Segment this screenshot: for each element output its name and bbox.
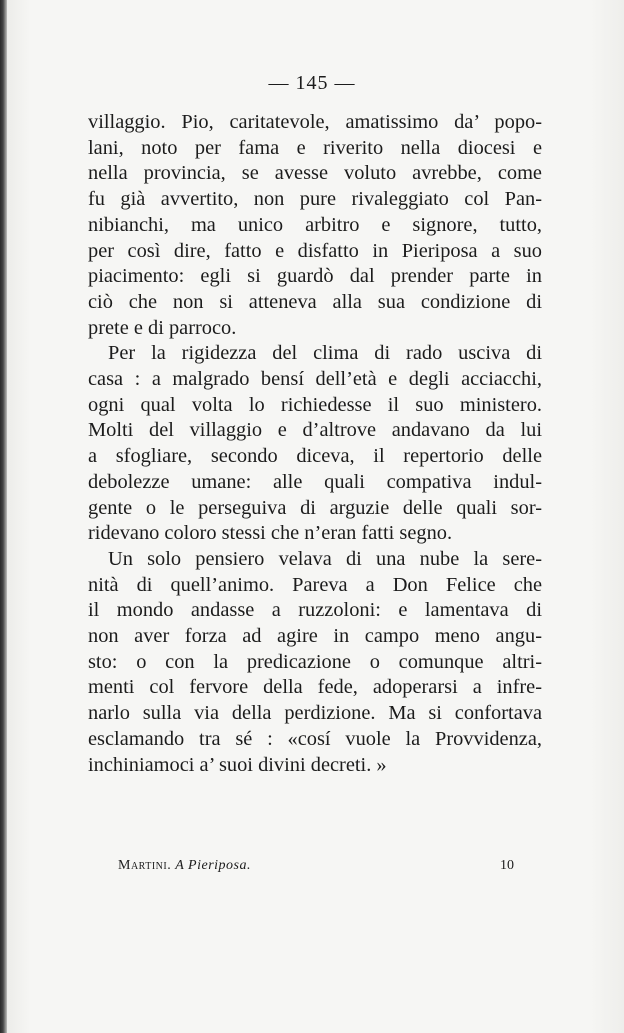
text-line: sto: o con la predicazione o comunque altri- bbox=[88, 650, 542, 673]
text-line: nella provincia, se avesse voluto avrebbe, come bbox=[88, 162, 542, 185]
text-line: debolezze umane: alle quali compativa indul- bbox=[88, 470, 542, 493]
text-line: nibianchi, ma unico arbitro e signore, tutto, bbox=[88, 213, 542, 236]
text-line: non aver forza ad agire in campo meno angu- bbox=[88, 625, 542, 648]
paragraph-end-line: inchiniamoci a’ suoi divini decreti. » bbox=[88, 753, 387, 776]
text-line: menti col fervore della fede, adoperarsi a infre- bbox=[88, 676, 542, 699]
text-line: esclamando tra sé : «cosí vuole la Provvidenza, bbox=[88, 727, 542, 750]
footer-author: Martini. bbox=[118, 858, 172, 873]
text-line: nità di quell’animo. Pareva a Don Felice che bbox=[88, 573, 542, 596]
text-line: fu già avvertito, non pure rivaleggiato col Pan- bbox=[88, 188, 542, 211]
paragraph-end-line: ridevano coloro stessi che n’eran fatti segno. bbox=[88, 522, 453, 545]
signature-mark: 10 bbox=[500, 858, 514, 873]
text-line: a sfogliare, secondo diceva, il repertorio delle bbox=[88, 445, 542, 468]
paragraph-start-line: Per la rigidezza del clima di rado usciva di bbox=[108, 342, 542, 365]
text-line: Molti del villaggio e d’altrove andavano da lui bbox=[88, 419, 542, 442]
body-text bbox=[88, 110, 542, 778]
text-line: ciò che non si atteneva alla sua condizione di bbox=[88, 290, 542, 313]
paragraph-start-line: Un solo pensiero velava di una nube la sere- bbox=[108, 547, 542, 570]
running-footer bbox=[118, 858, 251, 874]
paragraph-end-line: prete e di parroco. bbox=[88, 316, 237, 339]
footer-title: A Pieriposa. bbox=[175, 858, 251, 873]
text-line: lani, noto per fama e riverito nella diocesi e bbox=[88, 136, 542, 159]
text-line: il mondo andasse a ruzzoloni: e lamentava di bbox=[88, 599, 542, 622]
binding-edge bbox=[0, 0, 7, 1033]
text-line: piacimento: egli si guardò dal prender parte in bbox=[88, 265, 542, 288]
page-number: — 145 — bbox=[268, 72, 356, 94]
text-line: casa : a malgrado bensí dell’età e degli acciacchi, bbox=[88, 368, 542, 391]
text-line: narlo sulla via della perdizione. Ma si confortava bbox=[88, 702, 542, 725]
text-line: ogni qual volta lo richiedesse il suo ministero. bbox=[88, 393, 542, 416]
text-line: per così dire, fatto e disfatto in Pieriposa a suo bbox=[88, 239, 542, 262]
text-line: villaggio. Pio, caritatevole, amatissimo da’ popo- bbox=[88, 111, 542, 133]
text-line: gente o le perseguiva di arguzie delle quali sor- bbox=[88, 496, 542, 519]
